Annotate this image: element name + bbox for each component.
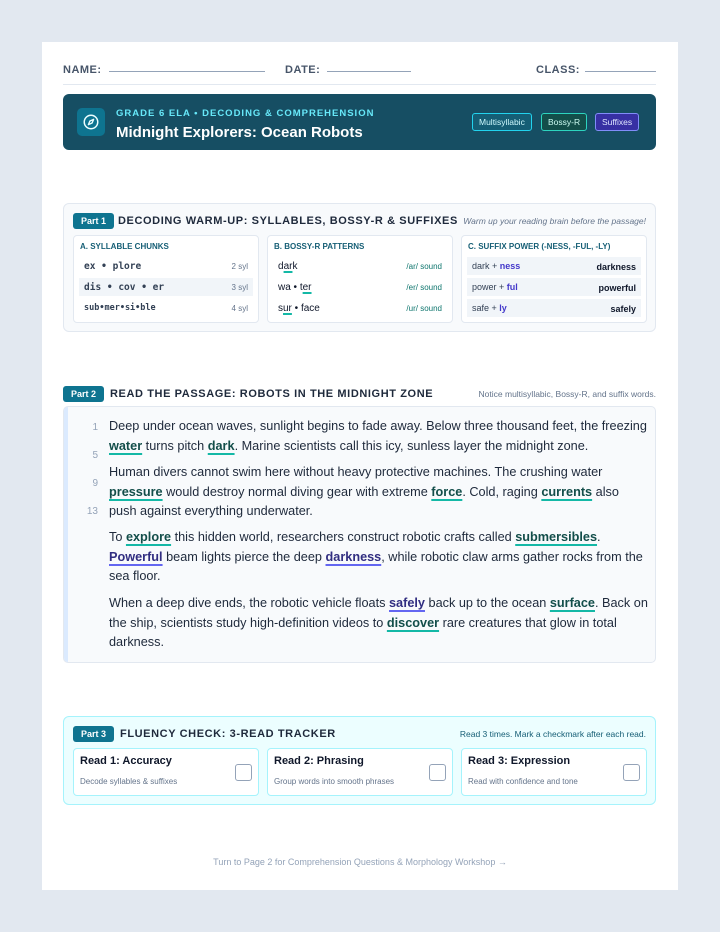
read-title: Read 1: Accuracy — [80, 755, 172, 767]
keyword: explore — [125, 530, 172, 544]
read-desc: Decode syllables & suffixes — [80, 777, 178, 786]
passage-accent-bar — [64, 407, 68, 662]
part3-title: FLUENCY CHECK: 3-READ TRACKER — [120, 728, 336, 740]
compass-icon — [77, 108, 105, 136]
syllable-row — [79, 278, 253, 296]
suffix-result: powerful — [598, 283, 636, 293]
bossy-r-word: wa • ter — [278, 282, 312, 293]
bossy-r-word: sur • face — [278, 303, 320, 314]
read-desc: Group words into smooth phrases — [274, 777, 395, 786]
date-line[interactable] — [327, 71, 411, 72]
footer-note: Turn to Page 2 for Comprehension Questions & Morphology Workshop → — [213, 857, 507, 867]
read-card — [267, 748, 453, 796]
suffix-equation: safe + ly — [472, 303, 507, 313]
syllable-card — [73, 235, 259, 323]
keyword: safely — [389, 596, 425, 610]
suffix-heading: C. SUFFIX POWER (-NESS, -FUL, -LY) — [468, 242, 611, 251]
passage-paragraph: Human divers cannot swim here without heavy protective machines. The crushing water pressure would destroy normal diving gear with extreme force. Cold, raging currents also push against everything underwater. — [109, 465, 619, 518]
suffix-row — [467, 299, 641, 317]
syllable-heading: A. SYLLABLE CHUNKS — [80, 242, 169, 251]
bossy-r-heading: B. BOSSY-R PATTERNS — [274, 242, 365, 251]
part2-note: Notice multisyllabic, Bossy-R, and suffix words. — [478, 389, 656, 399]
passage-paragraph: Deep under ocean waves, sunlight begins to fade away. Below three thousand feet, the freezing water turns pitch dark. Marine scientists call this icy, sunless layer the midnight zone. — [109, 419, 647, 453]
suffix-equation: dark + ness — [472, 261, 521, 271]
syllable-count: 3 syl — [231, 283, 248, 292]
read-title: Read 3: Expression — [468, 755, 571, 767]
suffix-result: darkness — [596, 262, 636, 272]
part3-pill: Part 3 — [73, 726, 114, 742]
syllable-count: 4 syl — [231, 304, 248, 313]
passage-paragraph: To explore this hidden world, researchers construct robotic crafts called submersibles. Powerful beam lights pierce the deep darkness, while robotic claw arms gather rocks from the sea floor. — [109, 530, 643, 583]
read2-checkbox[interactable] — [429, 764, 446, 781]
line-number: 1 — [92, 422, 98, 433]
worksheet-title: Midnight Explorers: Ocean Robots — [116, 124, 363, 141]
read1-checkbox[interactable] — [235, 764, 252, 781]
keyword: water — [109, 438, 143, 453]
part1-note: Warm up your reading brain before the passage! — [463, 216, 646, 226]
read-title: Read 2: Phrasing — [274, 755, 364, 767]
worksheet-page — [42, 42, 678, 890]
bossy-r-sound: /ur/ sound — [406, 304, 442, 313]
bossy-r-word: dark — [278, 261, 298, 272]
part2-title: READ THE PASSAGE: ROBOTS IN THE MIDNIGHT ZONE — [110, 388, 434, 400]
part3-note: Read 3 times. Mark a checkmark after each read. — [459, 729, 646, 739]
syllable-word: sub•mer•si•ble — [84, 303, 156, 313]
passage-box — [63, 406, 656, 663]
keyword: pressure — [109, 484, 163, 499]
part2-pill: Part 2 — [63, 386, 104, 402]
part1-section — [63, 203, 656, 332]
bossy-r-row — [273, 299, 447, 317]
passage-paragraph: When a deep dive ends, the robotic vehicle floats safely back up to the ocean surface. Back on the ship, scientists study high-definition videos to discover rare creatures that glow in total darkness. — [109, 596, 648, 649]
date-label: DATE: — [285, 64, 321, 76]
keyword: submersibles — [515, 530, 598, 544]
class-label: CLASS: — [536, 64, 580, 76]
name-label: NAME: — [63, 64, 102, 76]
title-banner — [63, 94, 656, 150]
part3-section — [63, 716, 656, 805]
header-divider — [63, 84, 656, 85]
tag-bossy-r: Bossy-R — [541, 113, 587, 131]
tag-suffixes: Suffixes — [595, 113, 639, 131]
suffix-row — [467, 257, 641, 275]
student-info-header — [63, 64, 656, 78]
bossy-r-row — [273, 257, 447, 275]
syllable-row — [79, 257, 253, 275]
keyword: dark — [207, 438, 235, 453]
banner-subtitle: GRADE 6 ELA • DECODING & COMPREHENSION — [116, 108, 375, 119]
syllable-word: ex • plore — [84, 261, 142, 272]
syllable-count: 2 syl — [231, 262, 248, 271]
tag-multisyllabic: Multisyllabic — [472, 113, 532, 131]
part1-pill: Part 1 — [73, 213, 114, 229]
syllable-row — [79, 299, 253, 317]
bossy-r-sound: /ar/ sound — [406, 262, 442, 271]
line-number: 13 — [86, 506, 98, 517]
name-line[interactable] — [109, 71, 265, 72]
part1-title: DECODING WARM-UP: SYLLABLES, BOSSY-R & SUFFIXES — [118, 215, 458, 227]
syllable-word: dis • cov • er — [84, 282, 165, 293]
bossy-r-card — [267, 235, 453, 323]
read3-checkbox[interactable] — [623, 764, 640, 781]
class-line[interactable] — [585, 71, 656, 72]
suffix-equation: power + ful — [472, 282, 518, 292]
keyword: currents — [541, 484, 593, 499]
suffix-card — [461, 235, 647, 323]
suffix-row — [467, 278, 641, 296]
read-card — [73, 748, 259, 796]
keyword: discover — [386, 615, 440, 630]
keyword: surface — [549, 596, 595, 610]
keyword: darkness — [325, 549, 382, 564]
keyword: force — [431, 484, 463, 499]
bossy-r-row — [273, 278, 447, 296]
line-number: 5 — [92, 450, 98, 461]
suffix-result: safely — [610, 304, 636, 314]
bossy-r-sound: /er/ sound — [406, 283, 442, 292]
line-number: 9 — [92, 478, 98, 489]
keyword: Powerful — [109, 549, 163, 564]
read-desc: Read with confidence and tone — [468, 777, 578, 786]
read-card — [461, 748, 647, 796]
